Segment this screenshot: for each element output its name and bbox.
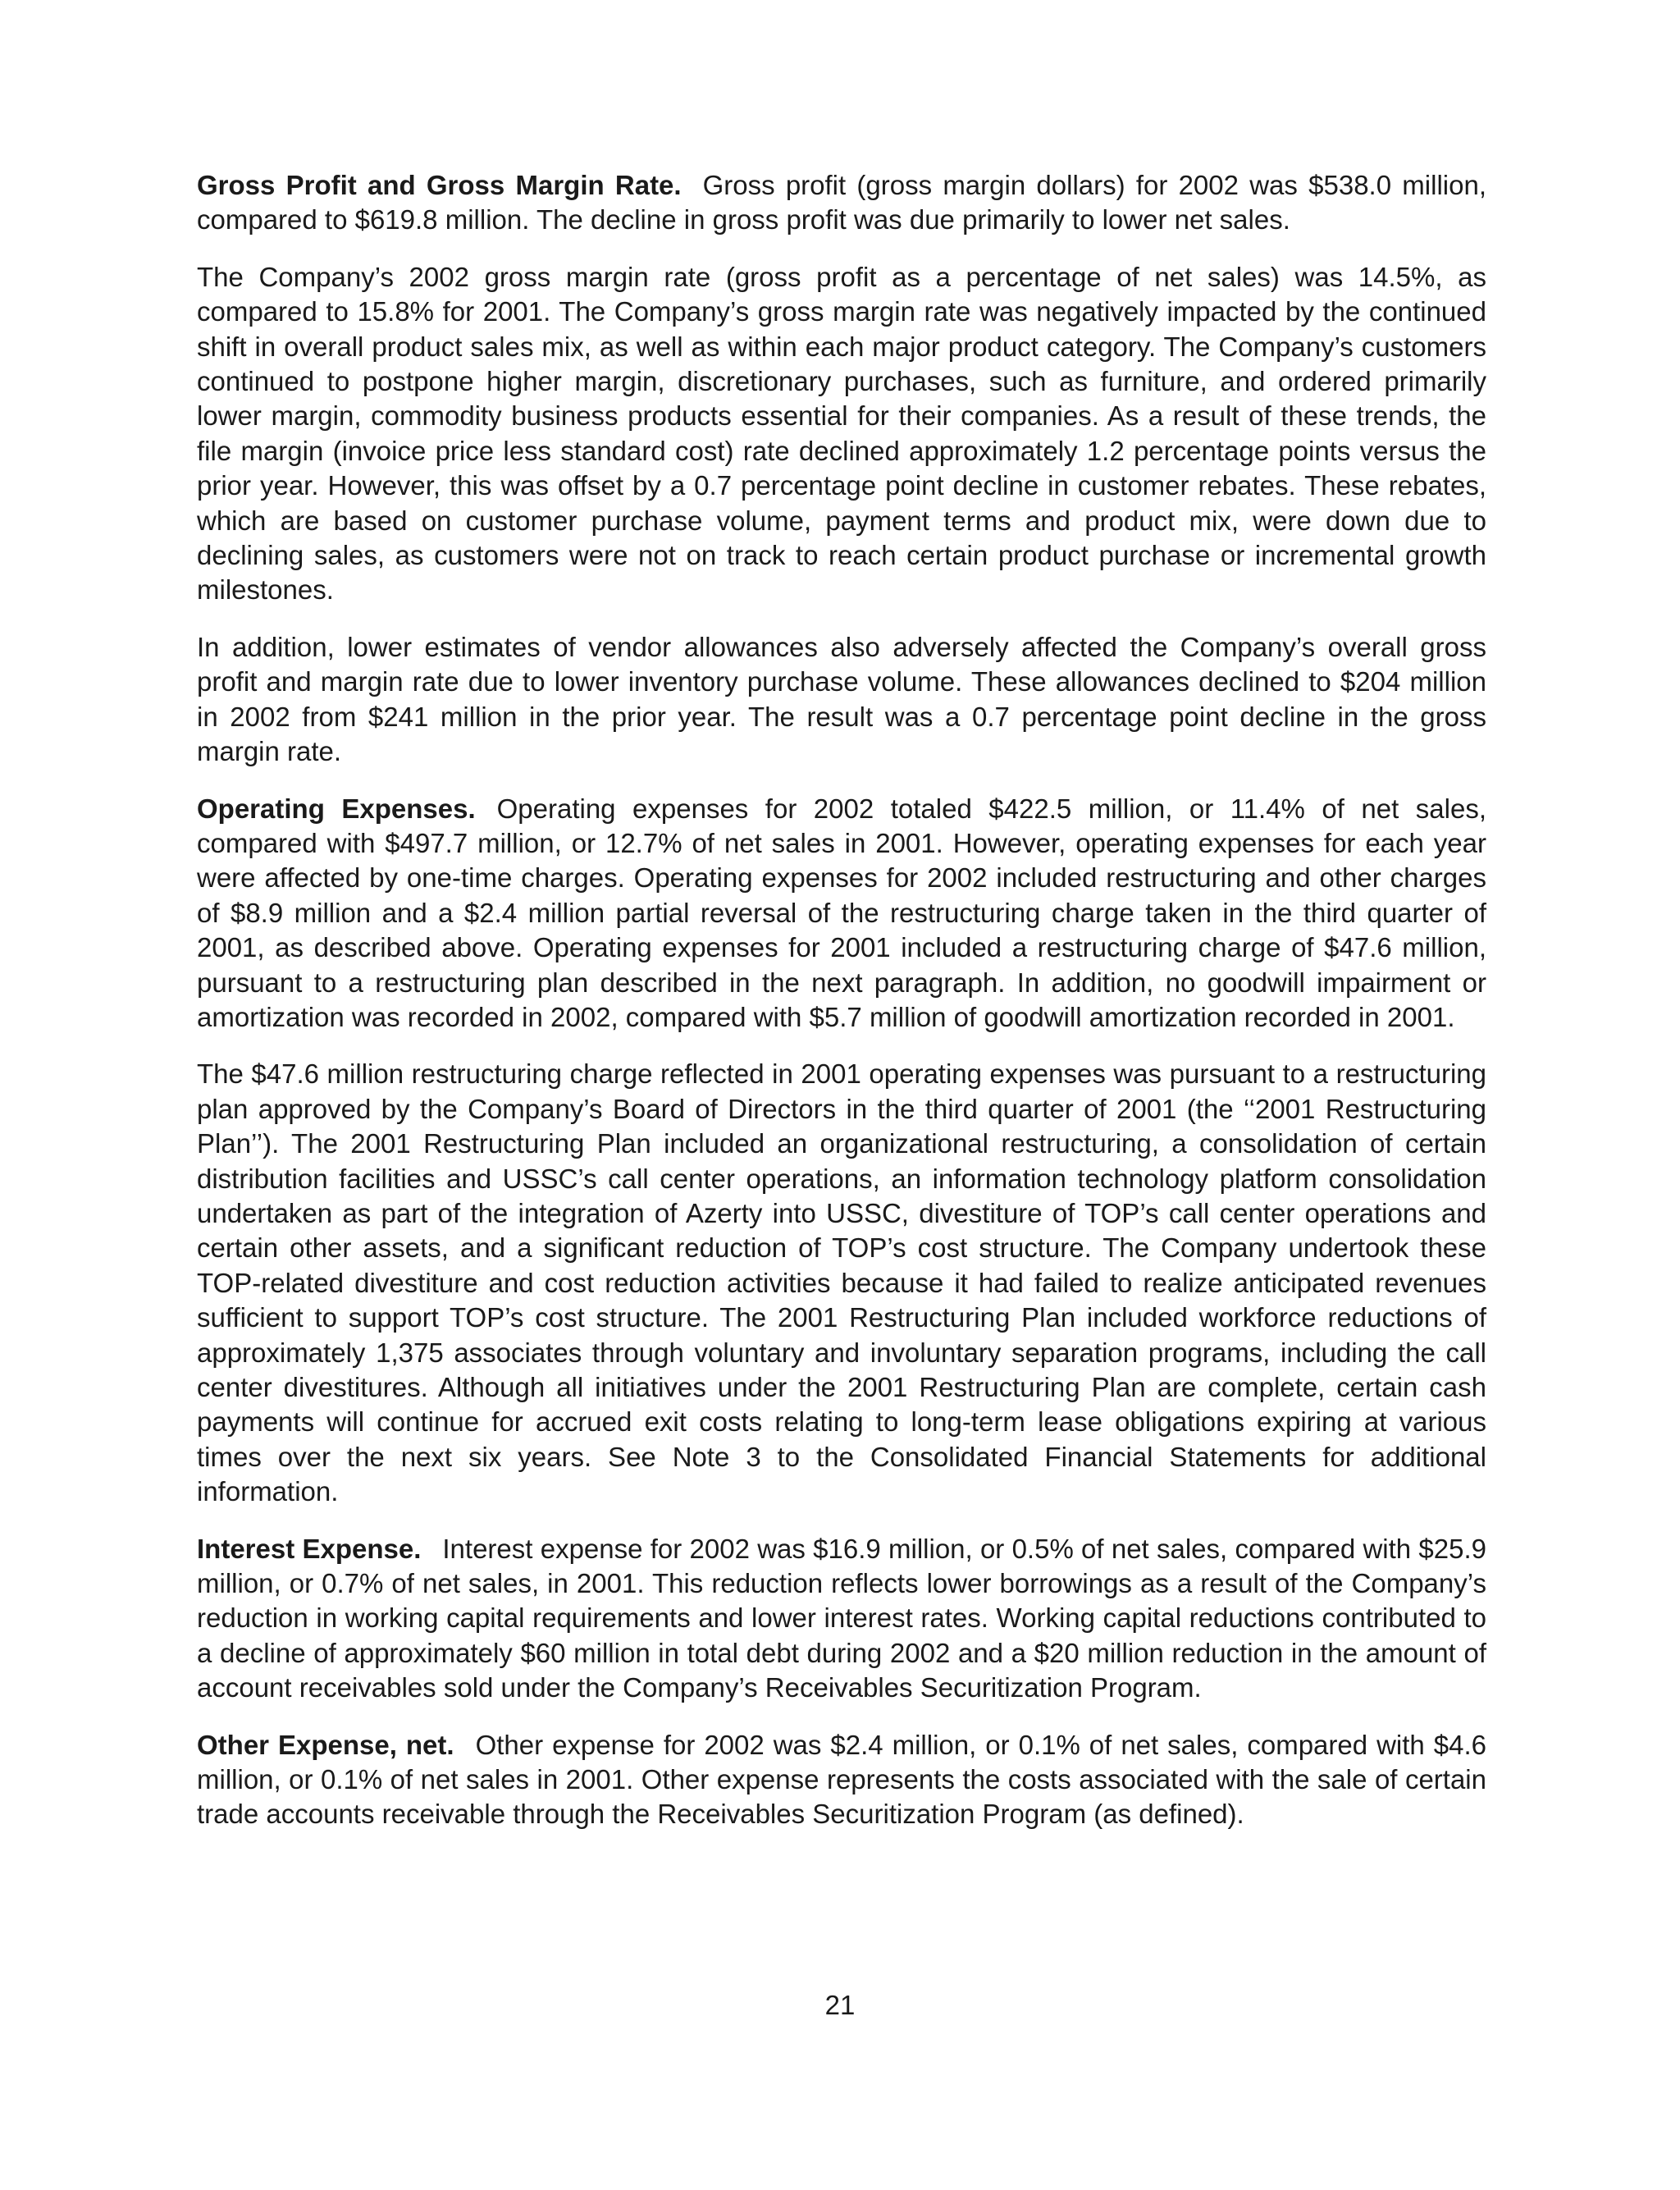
paragraph-gross-profit: [197, 168, 1486, 238]
paragraph-text: Other expense for 2002 was $2.4 million, or 0.1% of net sales, compared with $4.6 million, or 0.1% of net sales in 2001. Other expense represents the costs associated with the sale of certain trade accounts receivable through the Receivables Securitization Program (as defined).: [197, 1729, 1486, 1830]
paragraph-text: Interest expense for 2002 was $16.9 million, or 0.5% of net sales, compared with $25.9 million, or 0.7% of net sales, in 2001. This reduction reflects lower borrowings as a result of the Company’s reduction in working capital requirements and lower interest rates. Working capital reductions contributed to a decline of approximately $60 million in total debt during 2002 and a $20 million reduction in the amount of account receivables sold under the Company’s Receivables Securitization Program.: [197, 1533, 1487, 1703]
paragraph-gross-margin-rate: [197, 260, 1486, 608]
heading-other-expense: Other Expense, net.: [197, 1729, 454, 1760]
document-body: [197, 168, 1486, 1854]
heading-operating-expenses: Operating Expenses.: [197, 793, 476, 824]
heading-gross-profit: Gross Profit and Gross Margin Rate.: [197, 170, 682, 200]
paragraph-restructuring-charge: [197, 1057, 1486, 1509]
page-number: 21: [824, 1990, 856, 2020]
paragraph-text: The $47.6 million restructuring charge reflected in 2001 operating expenses was pursuant to a restructuring plan approved by the Company’s Board of Directors in the third quarter of 2001 (the ‘‘2001 Restructuring Plan’’). The 2001 Restructuring Plan included an organizational restructuring, a consolidation of certain distribution facilities and USSC’s call center operations, an information technology platform consolidation undertaken as part of the integration of Azerty into USSC, divestiture of TOP’s call center operations and certain other assets, and a significant reduction of TOP’s cost structure. The Company undertook these TOP-related divestiture and cost reduction activities because it had failed to realize anticipated revenues sufficient to support TOP’s cost structure. The 2001 Restructuring Plan included workforce reductions of approximately 1,375 associates through voluntary and involuntary separation programs, including the call center divestitures. Although all initiatives under the 2001 Restructuring Plan are complete, certain cash payments will continue for accrued exit costs relating to long-term lease obligations expiring at various times over the next six years. See Note 3 to the Consolidated Financial Statements for additional information.: [197, 1058, 1486, 1507]
paragraph-text: Gross profit (gross margin dollars) for 2002 was $538.0 million, compared to $619.8 million. The decline in gross profit was due primarily to lower net sales.: [197, 170, 1486, 235]
paragraph-vendor-allowances: [197, 630, 1486, 770]
heading-interest-expense: Interest Expense.: [197, 1533, 422, 1564]
paragraph-operating-expenses: [197, 792, 1486, 1036]
paragraph-interest-expense: [197, 1532, 1486, 1706]
paragraph-text: In addition, lower estimates of vendor allowances also adversely affected the Company’s overall gross profit and margin rate due to lower inventory purchase volume. These allowances declined to $204 million in 2002 from $241 million in the prior year. The result was a 0.7 percentage point decline in the gross margin rate.: [197, 631, 1486, 767]
paragraph-other-expense: [197, 1728, 1486, 1832]
paragraph-text: Operating expenses for 2002 totaled $422.5 million, or 11.4% of net sales, compared with $497.7 million, or 12.7% of net sales in 2001. However, operating expenses for each year were affected by one-time charges. Operating expenses for 2002 included restructuring and other charges of $8.9 million and a $2.4 million partial reversal of the restructuring charge taken in the third quarter of 2001, as described above. Operating expenses for 2001 included a restructuring charge of $47.6 million, pursuant to a restructuring plan described in the next paragraph. In addition, no goodwill impairment or amortization was recorded in 2002, compared with $5.7 million of goodwill amortization recorded in 2001.: [197, 793, 1486, 1032]
paragraph-text: The Company’s 2002 gross margin rate (gross profit as a percentage of net sales) was 14.5%, as compared to 15.8% for 2001. The Company’s gross margin rate was negatively impacted by the continued shift in overall product sales mix, as well as within each major product category. The Company’s customers continued to postpone higher margin, discretionary purchases, such as furniture, and ordered primarily lower margin, commodity business products essential for their companies. As a result of these trends, the file margin (invoice price less standard cost) rate declined approximately 1.2 percentage points versus the prior year. However, this was offset by a 0.7 percentage point decline in customer rebates. These rebates, which are based on customer purchase volume, payment terms and product mix, were down due to declining sales, as customers were not on track to reach certain product purchase or incremental growth milestones.: [197, 261, 1486, 606]
